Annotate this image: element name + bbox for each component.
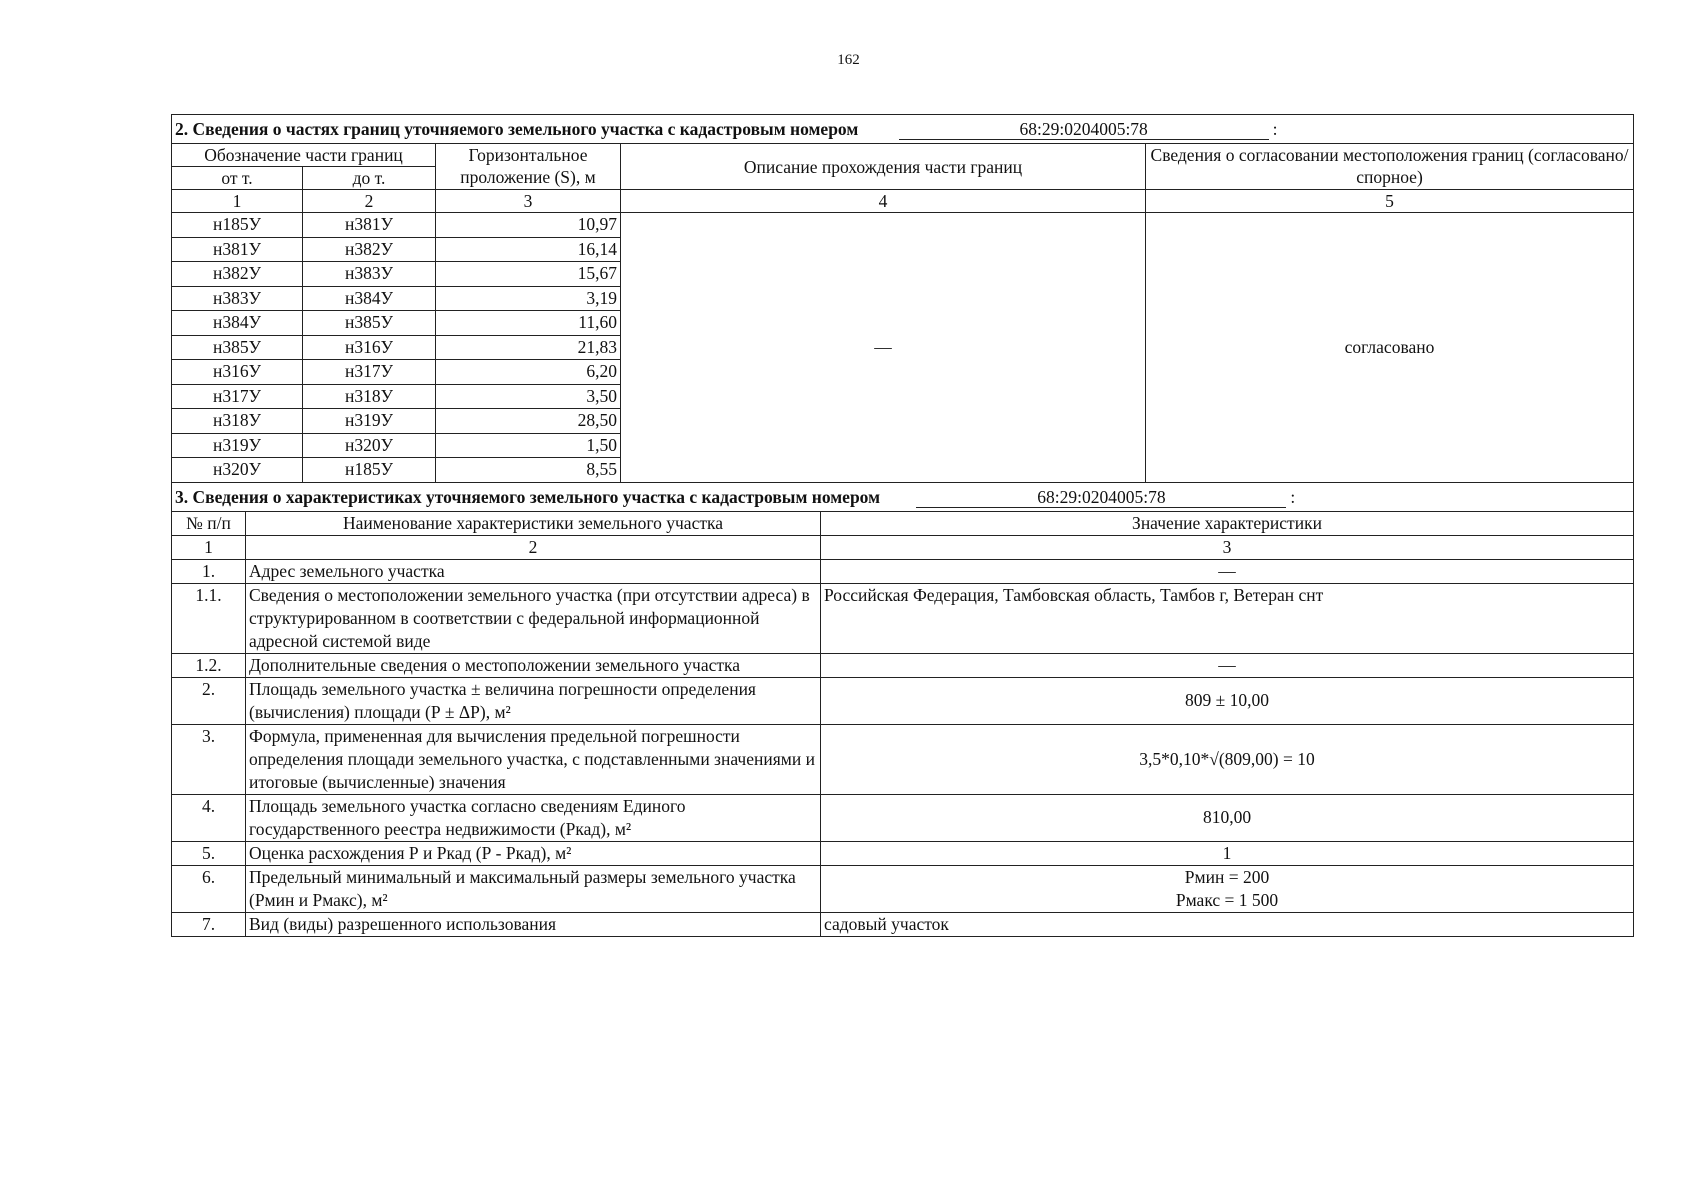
section3-cadastral-number: 68:29:0204005:78	[916, 487, 1286, 508]
point-to: н381У	[303, 213, 436, 238]
colnum-2: 2	[246, 535, 821, 559]
characteristic-value: —	[821, 559, 1634, 583]
header-value: Значение характеристики	[821, 511, 1634, 535]
characteristic-value: Российская Федерация, Тамбовская область, Тамбов г, Ветеран снт	[821, 583, 1634, 653]
header-to: до т.	[303, 167, 436, 190]
point-from: н381У	[172, 237, 303, 262]
header-horizontal: Горизонтальное проложение (S), м	[436, 144, 621, 190]
section2-header-row	[172, 144, 1634, 167]
characteristic-value: садовый участок	[821, 912, 1634, 936]
section3-title: 3. Сведения о характеристиках уточняемого земельного участка с кадастровым номером	[175, 486, 881, 507]
distance: 11,60	[436, 311, 621, 336]
point-from: н383У	[172, 286, 303, 311]
characteristic-row	[172, 912, 1634, 936]
row-number: 7.	[172, 912, 246, 936]
colnum-3: 3	[436, 190, 621, 213]
point-from: н382У	[172, 262, 303, 287]
colnum-1: 1	[172, 535, 246, 559]
row-number: 3.	[172, 724, 246, 794]
distance: 3,50	[436, 384, 621, 409]
header-from: от т.	[172, 167, 303, 190]
colnum-2: 2	[303, 190, 436, 213]
description-value: —	[621, 213, 1146, 483]
colnum-1: 1	[172, 190, 303, 213]
characteristic-name: Вид (виды) разрешенного использования	[246, 912, 821, 936]
distance: 15,67	[436, 262, 621, 287]
section2-heading-row	[172, 115, 1634, 144]
row-number: 1.2.	[172, 653, 246, 677]
characteristic-value: 3,5*0,10*√(809,00) = 10	[821, 724, 1634, 794]
distance: 21,83	[436, 335, 621, 360]
row-number: 2.	[172, 677, 246, 724]
header-num: № п/п	[172, 511, 246, 535]
point-from: н185У	[172, 213, 303, 238]
point-to: н384У	[303, 286, 436, 311]
characteristic-value: 809 ± 10,00	[821, 677, 1634, 724]
header-description: Описание прохождения части границ	[621, 144, 1146, 190]
characteristic-name: Площадь земельного участка ± величина погрешности определения (вычисления) площади (Р ± ΔР), м²	[246, 677, 821, 724]
distance: 3,19	[436, 286, 621, 311]
distance: 1,50	[436, 433, 621, 458]
page-number: 162	[837, 52, 860, 68]
point-from: н320У	[172, 458, 303, 483]
row-number: 1.	[172, 559, 246, 583]
characteristic-name: Оценка расхождения Р и Ркад (Р - Ркад), м²	[246, 841, 821, 865]
section3-colon: :	[1290, 486, 1296, 507]
table-row	[172, 213, 1634, 238]
point-from: н317У	[172, 384, 303, 409]
distance: 10,97	[436, 213, 621, 238]
point-to: н320У	[303, 433, 436, 458]
distance: 6,20	[436, 360, 621, 385]
row-number: 1.1.	[172, 583, 246, 653]
section3-header-row	[172, 511, 1634, 535]
point-to: н382У	[303, 237, 436, 262]
characteristic-value: 810,00	[821, 794, 1634, 841]
characteristic-row	[172, 841, 1634, 865]
point-from: н384У	[172, 311, 303, 336]
colnum-3: 3	[821, 535, 1634, 559]
point-to: н316У	[303, 335, 436, 360]
characteristic-value	[821, 865, 1634, 912]
characteristic-name: Предельный минимальный и максимальный размеры земельного участка (Рмин и Рмакс), м²	[246, 865, 821, 912]
characteristic-row	[172, 865, 1634, 912]
header-agreement: Сведения о согласовании местоположения границ (согласовано/спорное)	[1146, 144, 1634, 190]
characteristic-name: Сведения о местоположении земельного участка (при отсутствии адреса) в структурированном в соответствии с федеральной информационной адресной системой виде	[246, 583, 821, 653]
characteristic-row	[172, 583, 1634, 653]
characteristic-name: Площадь земельного участка согласно сведениям Единого государственного реестра недвижимости (Ркад), м²	[246, 794, 821, 841]
boundary-document-table	[171, 114, 1634, 937]
point-from: н385У	[172, 335, 303, 360]
characteristic-value: 1	[821, 841, 1634, 865]
distance: 16,14	[436, 237, 621, 262]
point-from: н318У	[172, 409, 303, 434]
point-to: н318У	[303, 384, 436, 409]
max-size-value: Рмакс = 1 500	[1175, 889, 1279, 910]
point-from: н316У	[172, 360, 303, 385]
header-designation: Обозначение части границ	[172, 144, 436, 167]
section2-colon: :	[1272, 119, 1278, 139]
characteristic-name: Формула, примененная для вычисления предельной погрешности определения площади земельного участка, с подставленными значениями и итоговые (вычисленные) значения	[246, 724, 821, 794]
section2-cadastral-number: 68:29:0204005:78	[899, 119, 1269, 140]
colnum-5: 5	[1146, 190, 1634, 213]
colnum-4: 4	[621, 190, 1146, 213]
point-to: н385У	[303, 311, 436, 336]
point-from: н319У	[172, 433, 303, 458]
row-number: 6.	[172, 865, 246, 912]
characteristic-row	[172, 677, 1634, 724]
min-size-value: Рмин = 200	[1184, 866, 1270, 887]
characteristic-row	[172, 794, 1634, 841]
row-number: 5.	[172, 841, 246, 865]
section2-title: 2. Сведения о частях границ уточняемого земельного участка с кадастровым номером	[175, 119, 859, 139]
point-to: н185У	[303, 458, 436, 483]
distance: 8,55	[436, 458, 621, 483]
characteristic-row	[172, 724, 1634, 794]
row-number: 4.	[172, 794, 246, 841]
characteristic-row	[172, 653, 1634, 677]
point-to: н317У	[303, 360, 436, 385]
section2-colnum-row	[172, 190, 1634, 213]
characteristic-name: Адрес земельного участка	[246, 559, 821, 583]
section3-heading-row	[172, 482, 1634, 511]
header-name: Наименование характеристики земельного участка	[246, 511, 821, 535]
characteristic-row	[172, 559, 1634, 583]
point-to: н383У	[303, 262, 436, 287]
section3-colnum-row	[172, 535, 1634, 559]
characteristic-value: —	[821, 653, 1634, 677]
agreement-value: согласовано	[1146, 213, 1634, 483]
characteristic-name: Дополнительные сведения о местоположении земельного участка	[246, 653, 821, 677]
point-to: н319У	[303, 409, 436, 434]
distance: 28,50	[436, 409, 621, 434]
